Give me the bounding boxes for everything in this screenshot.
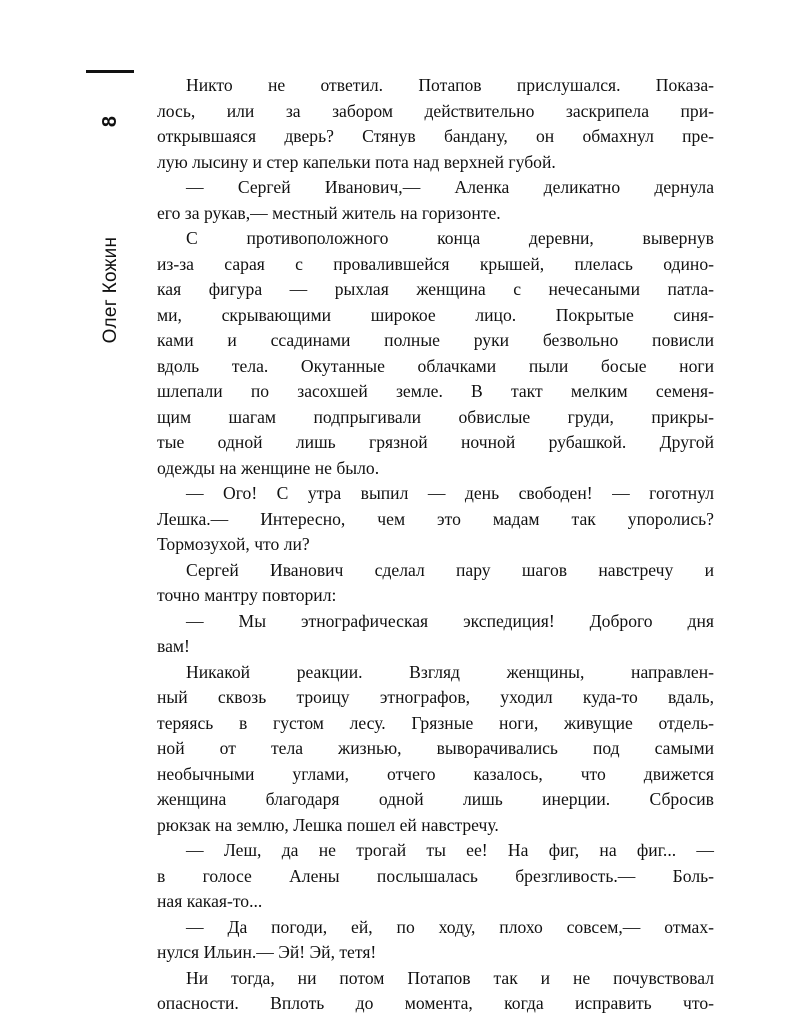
text-line: — Ого! С утра выпил — день свободен! — гоготнул — [186, 483, 714, 503]
text-line: С противоположного конца деревни, вывернув — [186, 228, 714, 248]
header-rule — [86, 70, 134, 73]
text-line: Никакой реакции. Взгляд женщины, направлен- — [186, 661, 714, 682]
text-line: нулся Ильин.— Эй! Эй, тетя! — [157, 942, 377, 962]
author-name-text: Олег Кожин — [100, 236, 121, 344]
text-line: Тормозухой, что ли? — [157, 534, 310, 554]
text-line: открывшаяся дверь? Стянув бандану, он обмахнул пре- — [157, 126, 714, 146]
text-line: Никто не ответил. Потапов прислушался. Показа- — [186, 75, 714, 95]
text-line: ная какая-то... — [157, 891, 263, 911]
text-line: шлепали по засохшей земле. В такт мелким семеня- — [157, 381, 714, 401]
text-line: — Сергей Иванович,— Аленка деликатно дернула — [186, 177, 714, 197]
text-line: рюкзак на землю, Лешка пошел ей навстречу. — [157, 814, 499, 835]
body-text — [157, 73, 714, 1017]
author-name — [96, 180, 126, 400]
text-line: лось, или за забором действительно заскрипела при- — [157, 100, 714, 121]
text-line: — Да погоди, ей, по ходу, плохо совсем,— отмах- — [186, 916, 714, 937]
text-line: Сергей Иванович сделал пару шагов навстречу и — [186, 559, 714, 580]
text-line: ный сквозь троицу этнографов, уходил куда-то вдаль, — [157, 687, 714, 707]
text-line: ми, скрывающими широкое лицо. Покрытые синя- — [157, 304, 714, 325]
text-line: кая фигура — рыхлая женщина с нечесаными патла- — [157, 279, 714, 299]
page-number — [96, 104, 126, 138]
text-line: точно мантру повторил: — [157, 585, 337, 605]
text-line: щим шагам подпрыгивали обвислые груди, прикры- — [157, 406, 714, 427]
text-line: из-за сарая с провалившейся крышей, плелась одино- — [157, 253, 714, 274]
text-line: его за рукав,— местный житель на горизонте. — [157, 202, 501, 223]
text-line: опасности. Вплоть до момента, когда исправить что- — [157, 993, 714, 1013]
text-line: в голосе Алены послышалась брезгливость.— Боль- — [157, 865, 714, 886]
text-line: — Мы этнографическая экспедиция! Доброго дня — [186, 610, 714, 631]
text-line: ной от тела жизнью, выворачивались под самыми — [157, 738, 714, 758]
text-line: Ни тогда, ни потом Потапов так и не почувствовал — [186, 967, 714, 988]
text-line: тые одной лишь грязной ночной рубашкой. Другой — [157, 432, 714, 452]
text-line: вам! — [157, 636, 190, 656]
text-line: одежды на женщине не было. — [157, 457, 380, 478]
text-line: вдоль тела. Окутанные облачками пыли босые ноги — [157, 355, 714, 376]
text-line: теряясь в густом лесу. Грязные ноги, живущие отдель- — [157, 712, 714, 733]
text-line: — Леш, да не трогай ты ее! На фиг, на фиг... — — [186, 840, 714, 860]
text-line: лую лысину и стер капельки пота над верхней губой. — [157, 151, 556, 172]
page-number-text: 8 — [99, 115, 122, 127]
text-line: женщина благодаря одной лишь инерции. Сбросив — [157, 789, 714, 809]
text-line: Лешка.— Интересно, чем это мадам так упоролись? — [157, 508, 714, 529]
text-line: необычными углами, отчего казалось, что движется — [157, 763, 714, 784]
text-line: ками и ссадинами полные руки безвольно повисли — [157, 330, 714, 350]
running-header — [96, 104, 126, 344]
